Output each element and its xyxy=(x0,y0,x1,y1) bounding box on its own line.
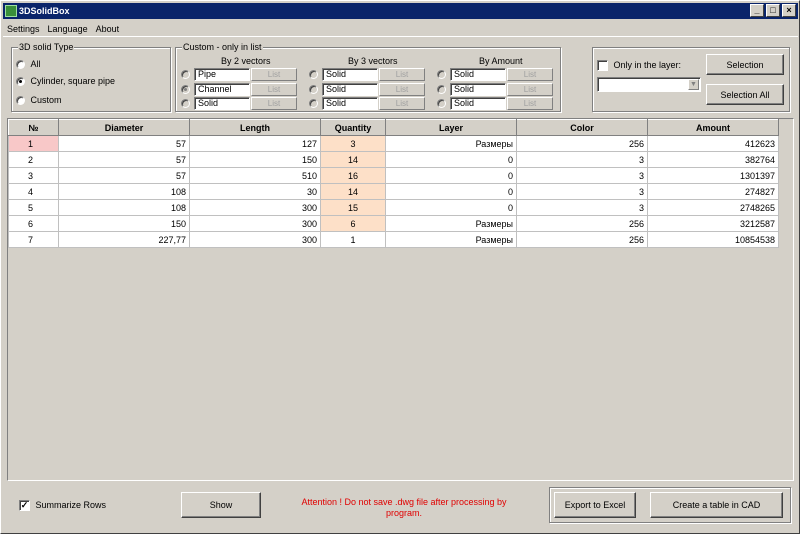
window-controls xyxy=(750,4,796,17)
byamount-field-1[interactable]: Solid xyxy=(450,68,506,81)
cell-quantity[interactable]: 1 xyxy=(321,232,386,248)
by3-radio-3[interactable] xyxy=(309,99,318,108)
cell-color[interactable]: 3 xyxy=(517,184,648,200)
cell-amount[interactable]: 2748265 xyxy=(648,200,779,216)
cell-length[interactable]: 127 xyxy=(190,136,321,152)
cell-amount[interactable]: 3212587 xyxy=(648,216,779,232)
attention-message: Attention ! Do not save .dwg file after processing by program. xyxy=(301,497,507,518)
cell-length[interactable]: 300 xyxy=(190,216,321,232)
by3-radio-2[interactable] xyxy=(309,85,318,94)
only-layer-label: Only in the layer: xyxy=(613,60,682,70)
cell-amount[interactable]: 274827 xyxy=(648,184,779,200)
only-layer-row[interactable] xyxy=(597,60,681,71)
by2-field-1[interactable]: Pipe xyxy=(194,68,250,81)
solid-type-title: 3D solid Type xyxy=(19,42,74,52)
col-by2-title: By 2 vectors xyxy=(221,56,271,66)
col-by3-title: By 3 vectors xyxy=(348,56,398,66)
table-row[interactable] xyxy=(9,136,779,152)
byamount-radio-1[interactable] xyxy=(437,70,446,79)
cell-quantity[interactable]: 16 xyxy=(321,168,386,184)
cell-diameter[interactable]: 150 xyxy=(59,216,190,232)
menu-language[interactable]: Language xyxy=(47,23,88,34)
minimize-button[interactable]: _ xyxy=(750,4,764,17)
header-no[interactable]: № xyxy=(9,120,59,136)
header-amount[interactable]: Amount xyxy=(648,120,779,136)
table-body xyxy=(9,136,779,248)
show-button[interactable]: Show xyxy=(181,492,261,518)
layer-select[interactable] xyxy=(597,77,701,92)
menu-bar xyxy=(3,21,798,37)
cell-length[interactable]: 510 xyxy=(190,168,321,184)
cell-color[interactable]: 3 xyxy=(517,168,648,184)
cell-amount[interactable]: 1301397 xyxy=(648,168,779,184)
cell-quantity[interactable]: 14 xyxy=(321,152,386,168)
by3-list-button-2[interactable]: List xyxy=(379,83,425,96)
cell-no[interactable]: 3 xyxy=(9,168,59,184)
cell-quantity[interactable]: 14 xyxy=(321,184,386,200)
radio-cylinder-row[interactable] xyxy=(16,76,115,86)
custom-group xyxy=(175,42,561,112)
table-row[interactable] xyxy=(9,232,779,248)
cell-amount[interactable]: 382764 xyxy=(648,152,779,168)
selection-button[interactable]: Selection xyxy=(706,54,784,75)
app-icon xyxy=(5,5,17,17)
by2-radio-1[interactable] xyxy=(181,70,190,79)
cell-diameter[interactable]: 227,77 xyxy=(59,232,190,248)
window-title: 3DSolidBox xyxy=(19,6,70,16)
by2-field-3[interactable]: Solid xyxy=(194,97,250,110)
byamount-radio-2[interactable] xyxy=(437,85,446,94)
radio-all-row[interactable] xyxy=(16,59,41,69)
cell-diameter[interactable]: 108 xyxy=(59,200,190,216)
cell-diameter[interactable]: 57 xyxy=(59,136,190,152)
cell-length[interactable]: 30 xyxy=(190,184,321,200)
create-table-button[interactable]: Create a table in CAD xyxy=(650,492,783,518)
cell-color[interactable]: 256 xyxy=(517,136,648,152)
cell-color[interactable]: 3 xyxy=(517,152,648,168)
only-layer-checkbox[interactable] xyxy=(597,60,608,71)
byamount-list-button-2[interactable]: List xyxy=(507,83,553,96)
cell-color[interactable]: 3 xyxy=(517,200,648,216)
by2-field-2[interactable]: Channel xyxy=(194,83,250,96)
cell-layer[interactable]: 0 xyxy=(386,152,517,168)
by3-field-3[interactable]: Solid xyxy=(322,97,378,110)
header-layer[interactable]: Layer xyxy=(386,120,517,136)
cell-layer[interactable]: Размеры xyxy=(386,232,517,248)
cell-layer[interactable]: 0 xyxy=(386,184,517,200)
summarize-rows-label: Summarize Rows xyxy=(35,500,107,510)
solid-type-group xyxy=(11,42,171,112)
radio-custom-label: Custom xyxy=(30,95,62,105)
cell-no[interactable]: 6 xyxy=(9,216,59,232)
radio-cylinder[interactable] xyxy=(16,77,25,86)
cell-no[interactable]: 2 xyxy=(9,152,59,168)
header-length[interactable]: Length xyxy=(190,120,321,136)
summarize-rows-row[interactable] xyxy=(19,500,106,511)
cell-no[interactable]: 5 xyxy=(9,200,59,216)
cell-diameter[interactable]: 108 xyxy=(59,184,190,200)
byamount-list-button-1[interactable]: List xyxy=(507,68,553,81)
table-row[interactable] xyxy=(9,216,779,232)
results-table xyxy=(8,119,779,248)
cell-layer[interactable]: Размеры xyxy=(386,216,517,232)
selection-all-button[interactable]: Selection All xyxy=(706,84,784,105)
custom-title: Custom - only in list xyxy=(183,42,262,52)
cell-layer[interactable]: 0 xyxy=(386,200,517,216)
menu-settings[interactable]: Settings xyxy=(7,23,40,34)
cell-no[interactable]: 1 xyxy=(9,136,59,152)
radio-custom[interactable] xyxy=(16,96,25,105)
header-color[interactable]: Color xyxy=(517,120,648,136)
radio-cylinder-label: Cylinder, square pipe xyxy=(30,76,116,86)
cell-no[interactable]: 7 xyxy=(9,232,59,248)
cell-color[interactable]: 256 xyxy=(517,216,648,232)
cell-layer[interactable]: Размеры xyxy=(386,136,517,152)
by2-list-button-2[interactable]: List xyxy=(251,83,297,96)
layer-dropdown-arrow-icon[interactable]: ▼ xyxy=(688,79,699,90)
results-grid[interactable] xyxy=(7,118,794,481)
byamount-radio-3[interactable] xyxy=(437,99,446,108)
title-bar xyxy=(3,3,798,19)
cell-diameter[interactable]: 57 xyxy=(59,168,190,184)
cell-diameter[interactable]: 57 xyxy=(59,152,190,168)
table-row[interactable] xyxy=(9,168,779,184)
by3-list-button-3[interactable]: List xyxy=(379,97,425,110)
layer-filter-group xyxy=(592,47,790,112)
table-header-row xyxy=(9,120,779,136)
menu-about[interactable]: About xyxy=(95,23,120,34)
header-diameter[interactable]: Diameter xyxy=(59,120,190,136)
cell-length[interactable]: 300 xyxy=(190,232,321,248)
by3-radio-1[interactable] xyxy=(309,70,318,79)
maximize-button[interactable]: □ xyxy=(766,4,780,17)
cell-amount[interactable]: 412623 xyxy=(648,136,779,152)
table-row[interactable] xyxy=(9,184,779,200)
col-byamount-title: By Amount xyxy=(479,56,523,66)
cell-quantity[interactable]: 15 xyxy=(321,200,386,216)
cell-amount[interactable]: 10854538 xyxy=(648,232,779,248)
summarize-rows-checkbox[interactable]: ✓ xyxy=(20,500,29,511)
cell-layer[interactable]: 0 xyxy=(386,168,517,184)
byamount-list-button-3[interactable]: List xyxy=(507,97,553,110)
by2-list-button-1[interactable]: List xyxy=(251,68,297,81)
by3-field-1[interactable]: Solid xyxy=(322,68,378,81)
header-quantity[interactable]: Quantity xyxy=(321,120,386,136)
radio-all[interactable] xyxy=(16,60,25,69)
cell-no[interactable]: 4 xyxy=(9,184,59,200)
table-row[interactable] xyxy=(9,200,779,216)
byamount-field-2[interactable]: Solid xyxy=(450,83,506,96)
by2-list-button-3[interactable]: List xyxy=(251,97,297,110)
table-row[interactable] xyxy=(9,152,779,168)
radio-all-label: All xyxy=(30,59,41,69)
by2-radio-2[interactable] xyxy=(181,85,190,94)
export-excel-button[interactable]: Export to Excel xyxy=(554,492,636,518)
close-button[interactable]: × xyxy=(782,4,796,17)
by2-radio-3[interactable] xyxy=(181,99,190,108)
byamount-field-3[interactable]: Solid xyxy=(450,97,506,110)
cell-length[interactable]: 300 xyxy=(190,200,321,216)
cell-quantity[interactable]: 6 xyxy=(321,216,386,232)
cell-quantity[interactable]: 3 xyxy=(321,136,386,152)
radio-custom-row[interactable] xyxy=(16,95,62,105)
cell-length[interactable]: 150 xyxy=(190,152,321,168)
by3-list-button-1[interactable]: List xyxy=(379,68,425,81)
by3-field-2[interactable]: Solid xyxy=(322,83,378,96)
cell-color[interactable]: 256 xyxy=(517,232,648,248)
